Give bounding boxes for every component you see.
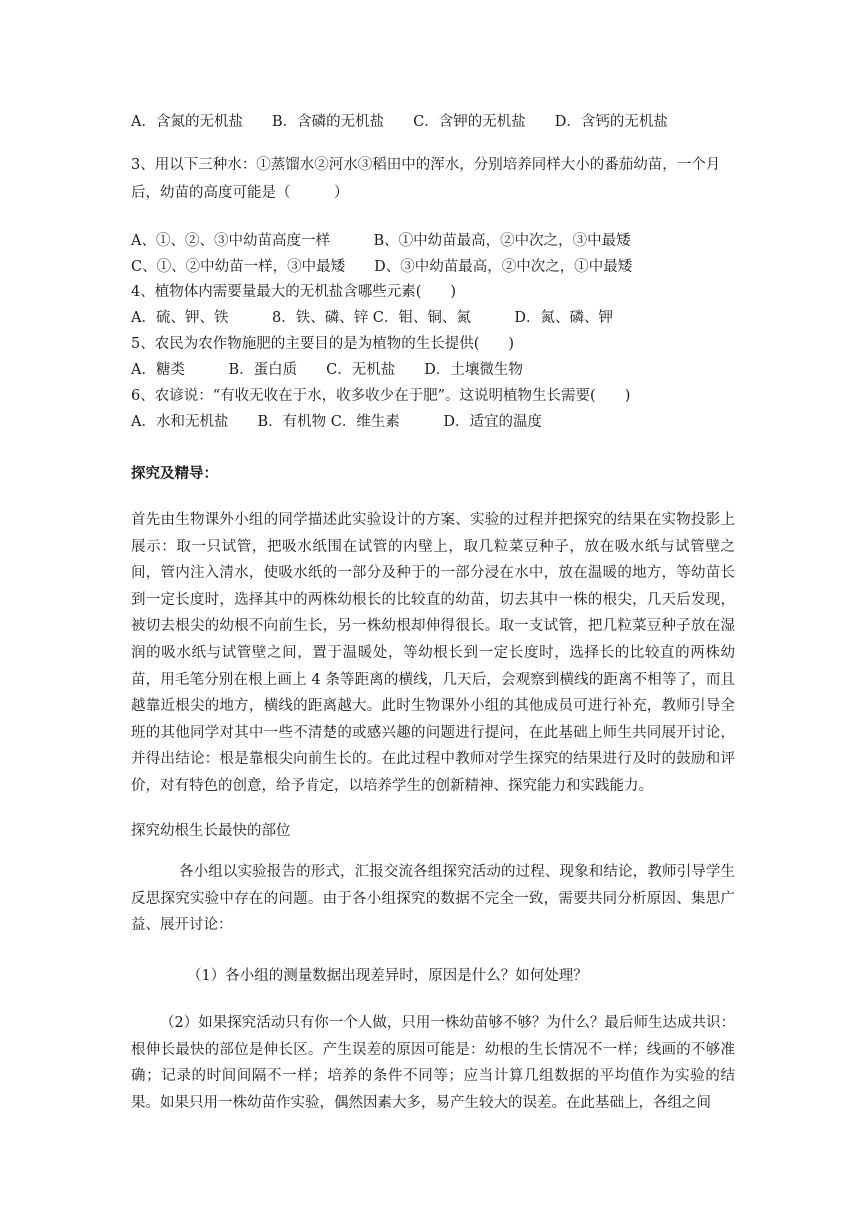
q3-options-line-2: C、①、②中幼苗一样，③中最矮 D、③中幼苗最高，②中次之，①中最矮 xyxy=(131,259,633,275)
q3-options-line-1: A、①、②、③中幼苗高度一样 B、①中幼苗最高，②中次之，③中最矮 xyxy=(131,233,631,249)
paragraph-group-report: 各小组以实验报告的形式，汇报交流各组探究活动的过程、现象和结论，教师引导学生反思探究实验中存在的问题。由于各小组探究的数据不完全一致，需要共同分析原因、集思广益、展开讨论： xyxy=(131,864,735,934)
q4-stem: 4、植物体内需要量最大的无机盐含哪些元素( ) xyxy=(131,284,457,300)
q2-options: A．含氮的无机盐 B．含磷的无机盐 C．含钾的无机盐 D．含钙的无机盐 xyxy=(131,114,668,130)
discussion-question-1: （1）各小组的测量数据出现差异时，原因是什么？如何处理？ xyxy=(187,968,588,984)
q3-stem-line-1: 3、用以下三种水：①蒸馏水②河水③稻田中的浑水，分别培养同样大小的番茄幼苗，一个月 xyxy=(131,157,721,173)
paragraph-discussion-conclusion: （2）如果探究活动只有你一个人做，只用一株幼苗够不够？为什么？最后师生达成共识：根伸长最快的部位是伸长区。产生误差的原因可能是：幼根的生长情况不一样；线画的不够准确；记录的时间间隔不一样；培养的条件不同等；应当计算几组数据的平均值作为实验的结果。如果只用一株幼苗作实验，偶然因素大多，易产生较大的误差。在此基础上，各组之间 xyxy=(131,1015,735,1111)
section-heading: 探究及精导： xyxy=(131,465,218,482)
q6-options: A．水和无机盐 B．有机物 C．维生素 D．适宜的温度 xyxy=(131,414,542,430)
paragraph-experiment-description: 首先由生物课外小组的同学描述此实验设计的方案、实验的过程并把探究的结果在实物投影上展示：取一只试管，把吸水纸围在试管的内壁上，取几粒菜豆种子，放在吸水纸与试管壁之间，管内注入清水，使吸水纸的一部分及种于的一部分浸在水中，放在温暖的地方，等幼苗长到一定长度时，选择其中的两株幼根长的比较直的幼苗，切去其中一株的根尖，几天后发现，被切去根尖的幼根不向前生长，另一株幼根却伸得很长。取一支试管，把几粒菜豆种子放在湿润的吸水纸与试管壁之间，置于温暖处，等幼根长到一定长度时，选择长的比较直的两株幼苗，用毛笔分别在根上画上 4 条等距离的横线，几天后，会观察到横线的距离不相等了，而且越靠近根尖的地方，横线的距离越大。此时生物课外小组的其他成员可进行补充，教师引导全班的其他同学对其中一些不清楚的或感兴趣的问题进行提问，在此基础上师生共同展开讨论，并得出结论：根是靠根尖向前生长的。在此过程中教师对学生探究的结果进行及时的鼓励和评价，对有特色的创意，给予肯定，以培养学生的创新精神、探究能力和实践能力。 xyxy=(131,512,735,794)
q3-stem-line-2: 后，幼苗的高度可能是（ ） xyxy=(131,185,349,201)
q5-stem: 5、农民为农作物施肥的主要目的是为植物的生长提供( ) xyxy=(131,336,515,352)
q4-options: A．硫、钾、铁 8．铁、磷、锌 C．钼、铜、氮 D．氮、磷、钾 xyxy=(131,310,614,326)
subheading: 探究幼根生长最快的部位 xyxy=(131,823,291,839)
q6-stem: 6、农谚说：“有收无收在于水，收多收少在于肥”。这说明植物生长需要( ) xyxy=(131,388,631,404)
q5-options: A．糖类 B．蛋白质 C．无机盐 D．土壤微生物 xyxy=(131,362,523,378)
